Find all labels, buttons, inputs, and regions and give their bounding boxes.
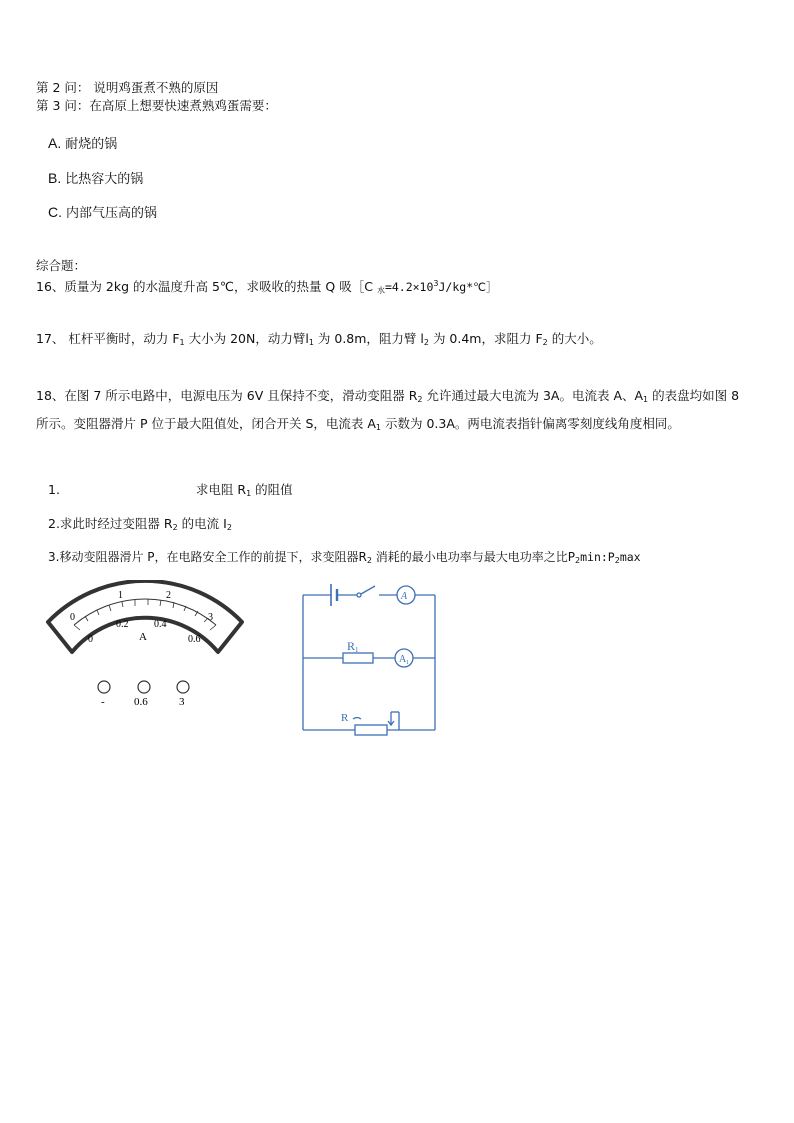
option-c[interactable] — [48, 202, 157, 221]
ammeter-a1-label: A — [399, 654, 407, 665]
sub3-mid2: min:P — [580, 550, 615, 564]
dial-unit-label: A — [139, 631, 147, 643]
sub1-tail: 的阻值 — [251, 482, 293, 497]
p16-text-b: =4.2×10 — [384, 280, 434, 294]
sub-question-3 — [48, 548, 641, 565]
option-b[interactable] — [48, 168, 143, 187]
r1-label: R — [347, 639, 356, 653]
problem-18 — [36, 384, 752, 440]
p16-text-c: J/kg*℃］ — [438, 280, 498, 294]
p18-sub-2: 1 — [643, 395, 649, 404]
sub2-text: 2.求此时经过变阻器 R — [48, 516, 173, 531]
option-a-letter: A. — [48, 135, 62, 151]
terminal-label-negative: - — [101, 696, 105, 708]
top-tick-3: 3 — [208, 612, 213, 623]
question-2: 第 2 问： 说明鸡蛋煮不熟的原因 — [36, 80, 219, 95]
problem-17 — [36, 331, 602, 351]
option-c-text: 内部气压高的锅 — [66, 206, 158, 221]
bottom-tick-0: 0 — [88, 634, 93, 645]
sub3-sub-3: 2 — [614, 556, 620, 565]
r2-label: R — [341, 712, 349, 724]
bottom-tick-2: 0.4 — [154, 619, 167, 630]
switch-contact-left — [357, 593, 361, 597]
p17-sub-1: 1 — [179, 338, 185, 347]
r1-sub: 1 — [355, 646, 359, 654]
sub3-text: 3.移动变阻器滑片 P，在电路安全工作的前提下，求变阻器R — [48, 550, 367, 564]
ammeter-a1-sub: 1 — [406, 660, 409, 666]
option-a-text: 耐烧的锅 — [65, 137, 118, 152]
p17-text-c: 为 0.8m，阻力臂 l — [313, 331, 424, 346]
terminal-label-3: 3 — [179, 696, 185, 708]
option-b-text: 比热容大的锅 — [65, 172, 144, 187]
option-a[interactable] — [48, 133, 117, 152]
sub2-sub-2: 2 — [226, 523, 232, 532]
p17-sub-2: 1 — [308, 338, 314, 347]
sub-question-2 — [48, 514, 232, 532]
sub-question-1 — [48, 480, 293, 498]
p17-text-e: 的大小。 — [547, 331, 602, 346]
p16-text-a: 16、质量为 2kg 的水温度升高 5℃，求吸收的热量 Q 吸［C — [36, 279, 377, 294]
switch-lever — [361, 586, 375, 594]
p17-text-b: 大小为 20N，动力臂l — [184, 331, 309, 346]
sub1-sub: 1 — [246, 489, 252, 498]
option-b-letter: B. — [48, 170, 62, 186]
p18-sub-1: 2 — [417, 395, 423, 404]
top-tick-0: 0 — [70, 612, 75, 623]
top-tick-1: 1 — [118, 590, 123, 601]
sub1-num: 1. — [48, 482, 60, 497]
p18-text-a: 18、在图 7 所示电路中，电源电压为 6V 且保持不变，滑动变阻器 R — [36, 388, 418, 403]
section-title: 综合题： — [36, 258, 87, 273]
p18-sub-3: 1 — [375, 423, 382, 432]
p16-sub: 水 — [376, 286, 385, 295]
terminal-3 — [177, 681, 189, 693]
sub2-sub-1: 2 — [172, 523, 178, 532]
p18-text-c: 的表盘均如图 8 所示。变阻器滑片 P 位于最大阻值处，闭合开关 S，电流表 A — [36, 388, 740, 431]
question-3: 第 3 问：在高原上想要快速煮熟鸡蛋需要： — [36, 98, 277, 113]
r2-tilde — [353, 718, 361, 720]
sub3-sub-2: 2 — [575, 556, 581, 565]
dial-scale-arc — [74, 599, 216, 625]
p17-text-a: 17、 杠杆平衡时，动力 F — [36, 331, 180, 346]
bottom-tick-3: 0.6 — [188, 634, 201, 645]
p17-text-d: 为 0.4m，求阻力 F — [428, 331, 543, 346]
option-c-letter: C. — [48, 204, 62, 220]
top-tick-2: 2 — [166, 590, 171, 601]
terminal-negative — [98, 681, 110, 693]
problem-16 — [36, 276, 498, 299]
p18-text-d: 示数为 0.3A。两电流表指针偏离零刻度线角度相同。 — [381, 416, 680, 431]
ammeter-dial-figure — [40, 580, 250, 710]
resistor-r1 — [343, 653, 373, 663]
sub2-mid: 的电流 I — [177, 516, 227, 531]
rheostat-r2 — [355, 725, 387, 735]
circuit-diagram — [295, 578, 445, 738]
sub3-mid: 消耗的最小电功率与最大电功率之比P — [371, 550, 575, 564]
sub3-sub-1: 2 — [366, 556, 372, 565]
p17-sub-4: 2 — [542, 338, 548, 347]
sub1-text: 求电阻 R — [195, 482, 247, 497]
terminal-label-0-6: 0.6 — [134, 696, 148, 708]
sub3-tail: max — [619, 550, 641, 564]
p18-text-b: 允许通过最大电流为 3A。电流表 A、A — [422, 388, 644, 403]
ammeter-a-label: A — [401, 591, 408, 602]
p16-sup: 3 — [433, 279, 439, 288]
bottom-tick-1: 0.2 — [116, 619, 129, 630]
p17-sub-3: 2 — [423, 338, 429, 347]
dial-ticks — [74, 599, 216, 630]
terminal-0-6 — [138, 681, 150, 693]
